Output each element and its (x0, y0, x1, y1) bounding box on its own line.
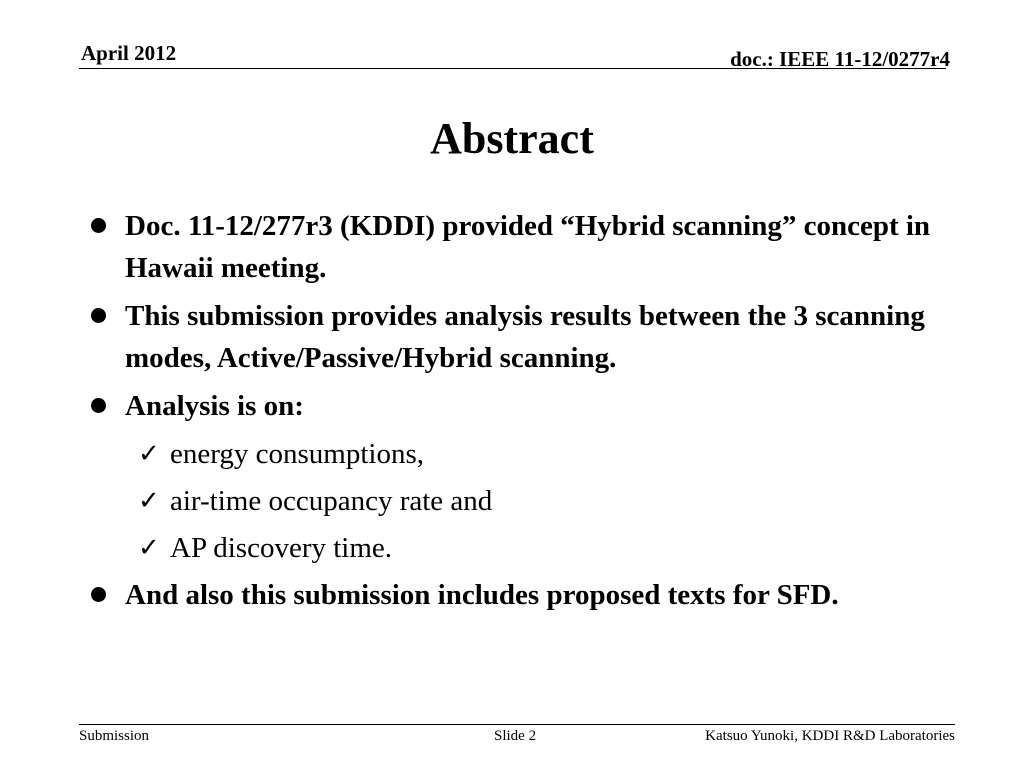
bullet-text: Doc. 11-12/277r3 (KDDI) provided “Hybrid scanning” concept in Hawaii meeting. (125, 210, 931, 284)
sub-item (87, 480, 947, 522)
header-doc-id: doc.: IEEE 11-12/0277r4 (730, 47, 950, 71)
checkmark-icon: ✓ (138, 439, 160, 469)
footer-divider (79, 724, 955, 725)
sub-item-text: energy consumptions, (170, 438, 424, 470)
footer-author: Katsuo Yunoki, KDDI R&D Laboratories (705, 728, 955, 744)
bullet-text: And also this submission includes proposed texts for SFD. (125, 579, 839, 611)
sub-item (87, 527, 947, 569)
slide-body (87, 205, 947, 622)
bullet-dot-icon (91, 218, 106, 233)
checkmark-icon: ✓ (138, 533, 160, 563)
bullet-item (87, 574, 947, 616)
bullet-item (87, 295, 947, 379)
header-divider (79, 68, 946, 69)
bullet-item (87, 205, 947, 289)
footer-submission: Submission (79, 728, 150, 744)
sub-item (87, 433, 947, 475)
checkmark-icon: ✓ (138, 486, 160, 516)
bullet-item (87, 385, 947, 427)
footer-slide-number: Slide 2 (494, 728, 537, 744)
bullet-text: This submission provides analysis results between the 3 scanning modes, Active/Passive/Hybrid scanning. (125, 300, 925, 374)
slide-title: Abstract (430, 114, 594, 163)
sub-item-text: air-time occupancy rate and (170, 485, 493, 517)
bullet-text: Analysis is on: (125, 390, 304, 422)
bullet-dot-icon (91, 398, 106, 413)
header-date: April 2012 (81, 41, 177, 65)
sub-item-text: AP discovery time. (170, 532, 393, 564)
bullet-dot-icon (91, 308, 106, 323)
bullet-dot-icon (91, 587, 106, 602)
